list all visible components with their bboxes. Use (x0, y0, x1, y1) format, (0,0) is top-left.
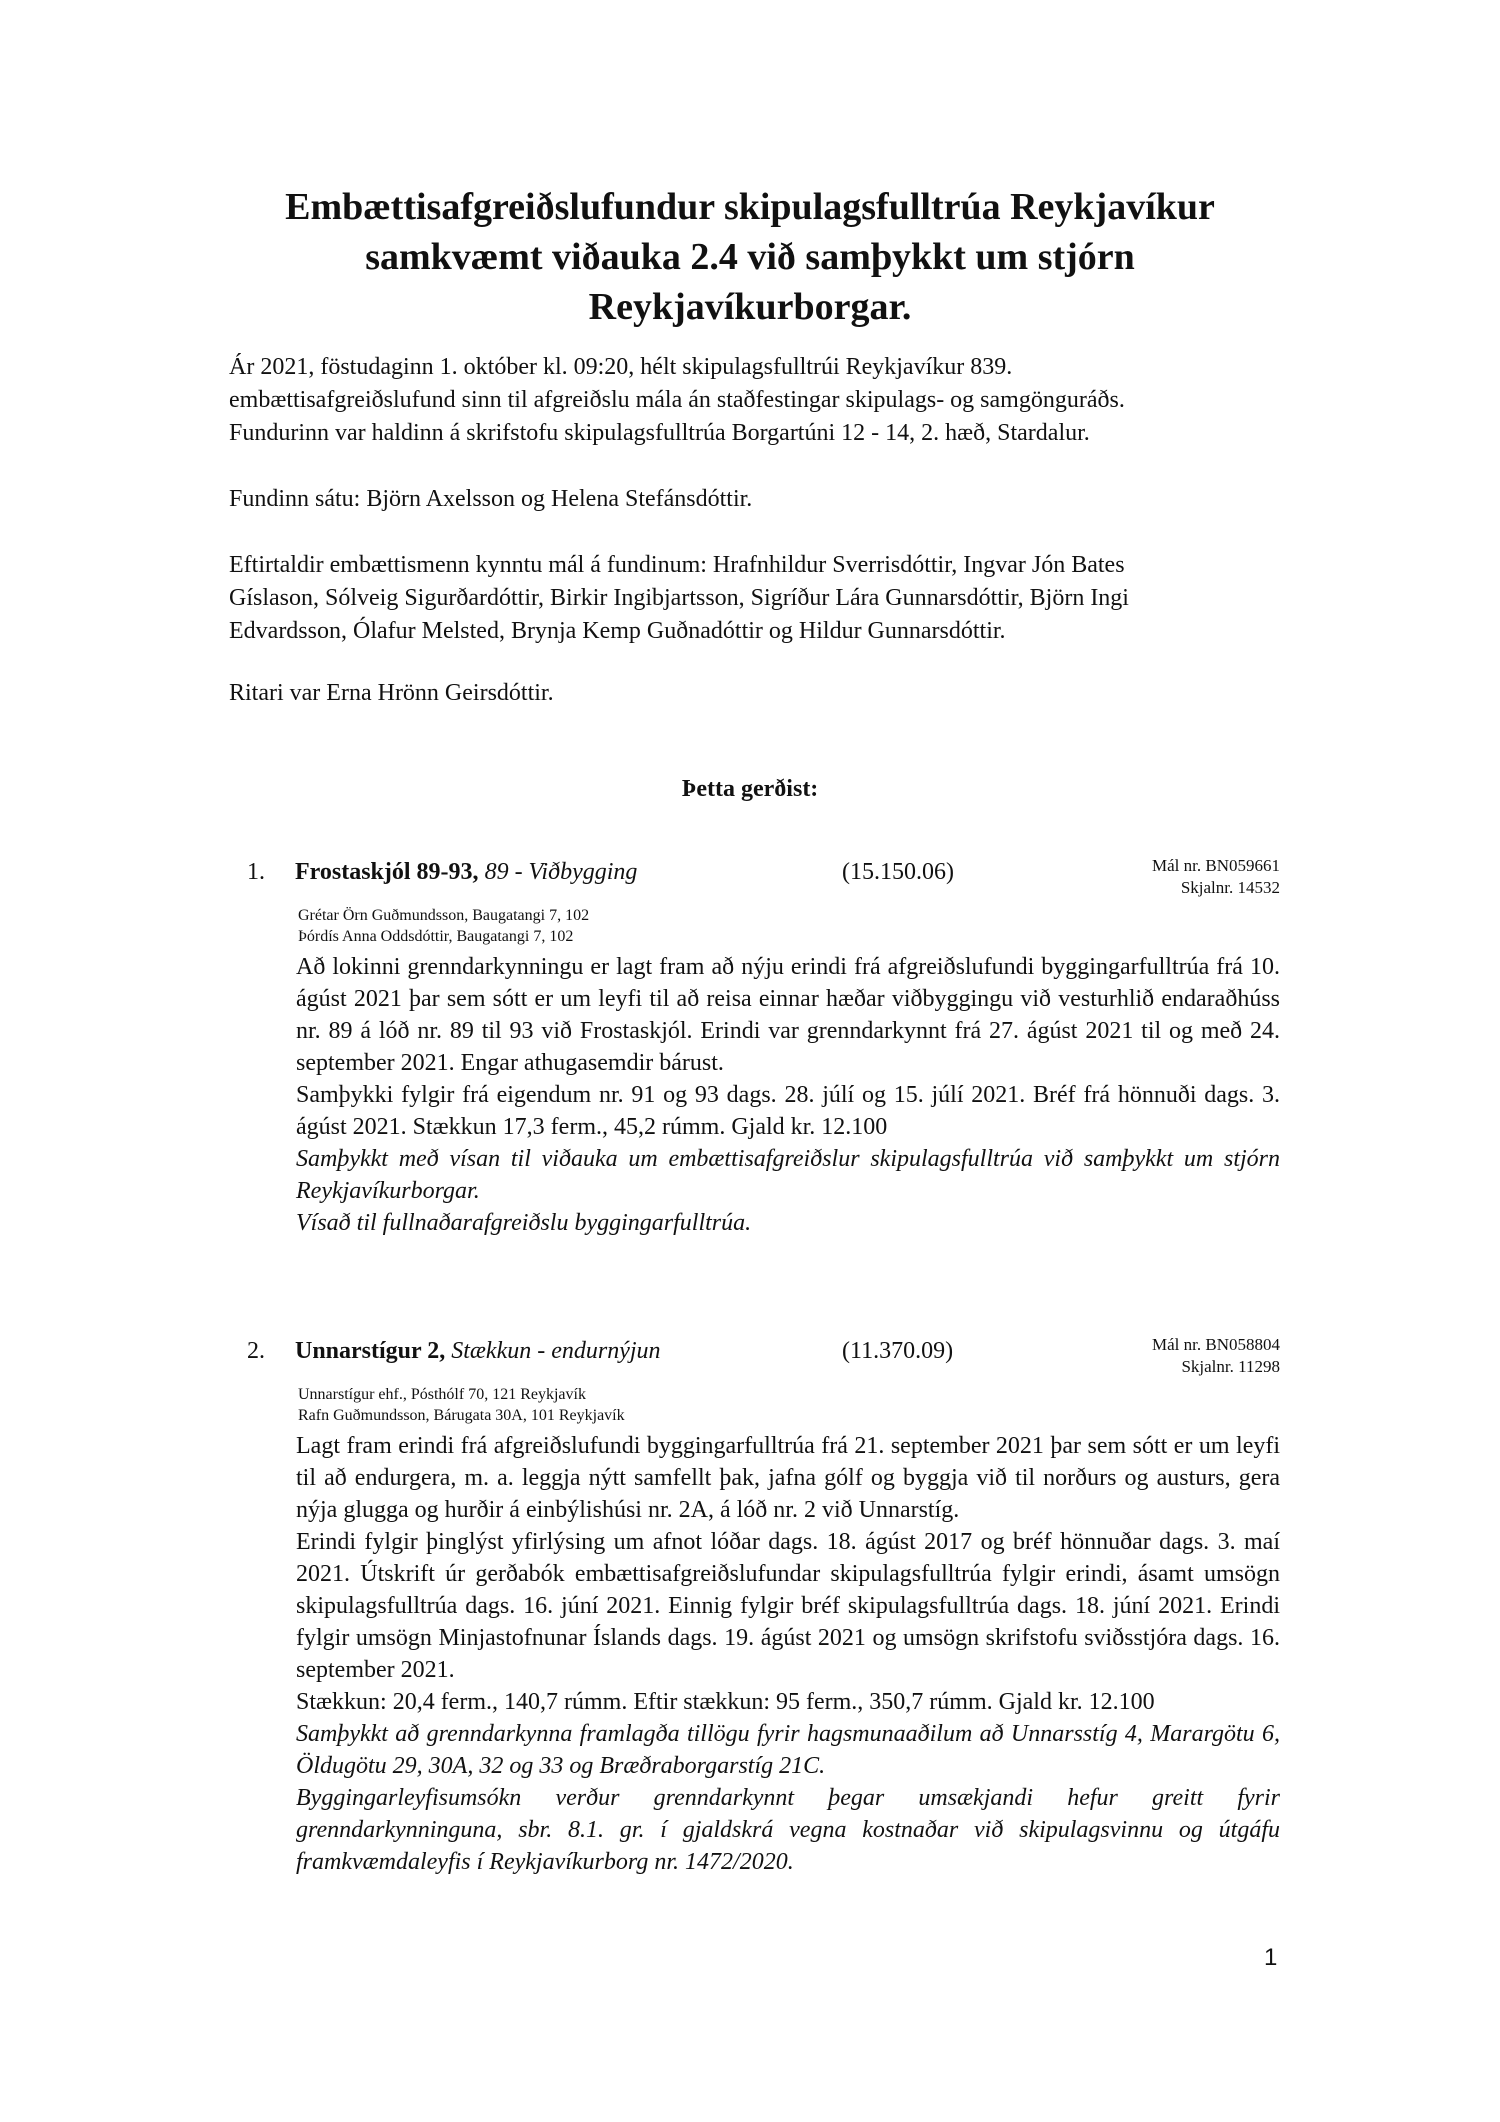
intro-paragraph (229, 351, 1309, 450)
page-number: 1 (1264, 1944, 1278, 1971)
intro-line: Ár 2021, föstudaginn 1. október kl. 09:20, hélt skipulagsfulltrúi Reykjavíkur 839. (229, 354, 1013, 380)
case-number: 2. (247, 1338, 265, 1364)
case-decision: Samþykkt með vísan til viðauka um embættisafgreiðslur skipulagsfulltrúa við samþykkt um stjórn Reykjavíkurborgar. (296, 1146, 1280, 1204)
case-description: Að lokinni grenndarkynningu er lagt fram að nýju erindi frá afgreiðslufundi byggingarfulltrúa frá 10. ágúst 2021 þar sem sótt er um leyfi til að reisa einnar hæðar viðbyggingu við vesturhlið endaraðhúss nr. 89 á lóð nr. 89 til 93 við Frostaskjól. Erindi var grenndarkynnt frá 27. ágúst 2021 til og með 24. september 2021. Engar athugasemdir bárust. (296, 954, 1280, 1076)
title-line: Reykjavíkurborgar. (588, 286, 912, 328)
case-no: Mál nr. BN059661 (1152, 856, 1280, 875)
case-meta (1152, 1334, 1280, 1378)
case-address: Frostaskjól 89-93, (295, 859, 479, 885)
case-meta (1152, 855, 1280, 899)
document-title (200, 182, 1300, 332)
members-paragraph (229, 483, 1309, 516)
case-attachments: Samþykki fylgir frá eigendum nr. 91 og 93 dags. 28. júlí og 15. júlí 2021. Bréf frá hönnuði dags. 3. ágúst 2021. Stækkun 17,3 ferm., 45,2 rúmm. Gjald kr. 12.100 (296, 1082, 1280, 1140)
secretary-text: Ritari var Erna Hrönn Geirsdóttir. (229, 680, 554, 706)
case-body (296, 1430, 1280, 1878)
case-decision: Byggingarleyfisumsókn verður grenndarkynnt þegar umsækjandi hefur greitt fyrir grenndarkynninguna, sbr. 8.1. gr. í gjaldskrá vegna kostnaðar við skipulagsvinnu og útgáfu framkvæmdaleyfis í Reykjavíkurborg nr. 1472/2020. (296, 1785, 1280, 1875)
officials-paragraph (229, 549, 1309, 648)
case-reference: (15.150.06) (842, 859, 954, 885)
title-line: samkvæmt viðauka 2.4 við samþykkt um stjórn (365, 236, 1135, 278)
case-attachments: Erindi fylgir þinglýst yfirlýsing um afnot lóðar dags. 18. ágúst 2017 og bréf hönnuðar dags. 3. maí 2021. Útskrift úr gerðabók embættisafgreiðslufundar skipulagsfulltrúa fylgir erindi, ásamt umsögn skipulagsfulltrúa dags. 16. júní 2021. Einnig fylgir bréf skipulagsfulltrúa dags. 18. júní 2021. Erindi fylgir umsögn Minjastofnunar Íslands dags. 19. ágúst 2021 og umsögn skrifstofu sviðsstjóra dags. 16. september 2021. (296, 1529, 1280, 1683)
intro-line: embættisafgreiðslufund sinn til afgreiðslu mála án staðfestingar skipulags- og samgönguráðs. (229, 387, 1125, 413)
officials-line: Gíslason, Sólveig Sigurðardóttir, Birkir Ingibjartsson, Sigríður Lára Gunnarsdóttir, Björn Ingi (229, 585, 1129, 611)
case-decision: Samþykkt að grenndarkynna framlagða tillögu fyrir hagsmunaaðilum að Unnarsstíg 4, Marargötu 6, Öldugötu 29, 30A, 32 og 33 og Bræðraborgarstíg 21C. (296, 1721, 1280, 1779)
case-enlargement: Stækkun: 20,4 ferm., 140,7 rúmm. Eftir stækkun: 95 ferm., 350,7 rúmm. Gjald kr. 12.100 (296, 1689, 1155, 1715)
section-heading: Þetta gerðist: (681, 776, 819, 802)
applicants (298, 905, 589, 947)
case-address: Unnarstígur 2, (295, 1338, 446, 1364)
case-decision: Vísað til fullnaðarafgreiðslu byggingarfulltrúa. (296, 1210, 752, 1236)
case-subject: 89 - Viðbygging (484, 859, 638, 885)
applicant: Rafn Guðmundsson, Bárugata 30A, 101 Reykjavík (298, 1407, 625, 1424)
case-heading (295, 1334, 661, 1368)
officials-line: Edvardsson, Ólafur Melsted, Brynja Kemp Guðnadóttir og Hildur Gunnarsdóttir. (229, 618, 1006, 644)
case-subject: Stækkun - endurnýjun (451, 1338, 661, 1364)
applicants (298, 1384, 625, 1426)
case-number: 1. (247, 859, 265, 885)
title-line: Embættisafgreiðslufundur skipulagsfulltrúa Reykjavíkur (285, 186, 1215, 228)
applicant: Grétar Örn Guðmundsson, Baugatangi 7, 102 (298, 907, 590, 924)
case-no: Mál nr. BN058804 (1152, 1335, 1280, 1354)
case-body (296, 951, 1280, 1239)
intro-line: Fundurinn var haldinn á skrifstofu skipulagsfulltrúa Borgartúni 12 - 14, 2. hæð, Stardalur. (229, 420, 1090, 446)
members-text: Fundinn sátu: Björn Axelsson og Helena Stefánsdóttir. (229, 486, 753, 512)
doc-no: Skjalnr. 11298 (1181, 1357, 1280, 1376)
case-heading (295, 855, 637, 889)
secretary-paragraph (229, 677, 1309, 710)
case-description: Lagt fram erindi frá afgreiðslufundi byggingarfulltrúa frá 21. september 2021 þar sem sótt er um leyfi til að endurgera, m. a. leggja nýtt samfellt þak, jafna gólf og byggja við til norðurs og austurs, gera nýja glugga og hurðir á einbýlishúsi nr. 2A, á lóð nr. 2 við Unnarstíg. (296, 1433, 1280, 1523)
case-reference: (11.370.09) (842, 1338, 954, 1364)
doc-no: Skjalnr. 14532 (1180, 878, 1280, 897)
officials-line: Eftirtaldir embættismenn kynntu mál á fundinum: Hrafnhildur Sverrisdóttir, Ingvar Jón Bates (229, 552, 1125, 578)
applicant: Þórdís Anna Oddsdóttir, Baugatangi 7, 102 (298, 928, 574, 945)
applicant: Unnarstígur ehf., Pósthólf 70, 121 Reykjavík (298, 1386, 586, 1403)
